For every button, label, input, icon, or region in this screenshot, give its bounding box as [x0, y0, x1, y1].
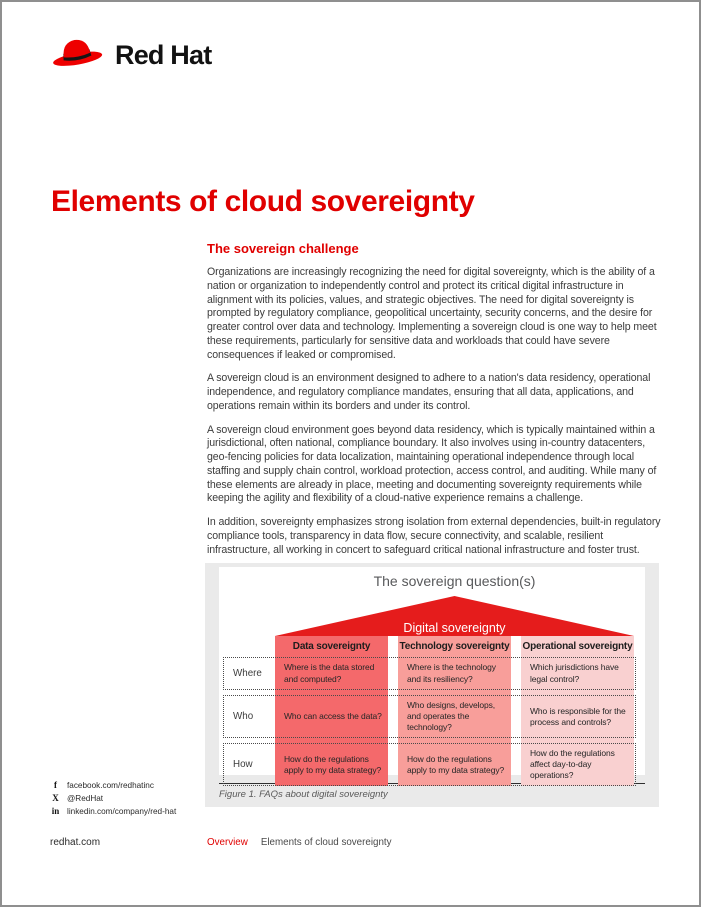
doc-type-label: Overview [207, 837, 248, 848]
x-icon: X [52, 793, 59, 803]
paragraph: Organizations are increasingly recognizing the need for digital sovereignty, which is the ability of a nation or organization to independently control and protect its critical digital infrastructure in alignment with its policies, values, and strategic objectives. The need for digital sovereignty is prompted by regulatory compliance, geopolitical uncertainty, security concerns, and the desire for greater control over data and technology. Implementing a sovereign cloud is one way to help meet these requirements, particularly for sensitive data and workloads that could have severe consequences if leaked or compromised. [207, 266, 657, 361]
table-cell: Who is responsible for the process and controls? [530, 705, 626, 727]
linkedin-icon: in [51, 806, 60, 816]
figure-panel [219, 567, 645, 781]
table-cell: Where is the data stored and computed? [284, 662, 375, 684]
table-cell: Who designs, develops, and operates the technology? [407, 700, 496, 733]
brand-name: Red Hat [115, 40, 212, 70]
redhat-fedora-icon [48, 30, 106, 81]
row-label: Who [233, 711, 254, 723]
social-facebook[interactable] [50, 780, 176, 790]
table-row-who [223, 695, 636, 738]
social-x[interactable] [50, 793, 176, 803]
table-cell: How do the regulations apply to my data strategy? [284, 753, 382, 775]
table-cell: How do the regulations apply to my data strategy? [407, 753, 505, 775]
article-body [207, 241, 667, 568]
table-cell: Where is the technology and its resiliency? [407, 662, 496, 684]
paragraph: A sovereign cloud environment goes beyond data residency, which is typically maintained within a jurisdictional, often national, compliance boundary. It also involves using in-country datacenters, geo-fencing policies for data localization, maintaining operational independence through local staffing and supply chain control, workload protection, access control, and auditing. While many of these elements are already in place, meeting and documenting sovereignty requirements while keeping the agility and flexibility of a cloud-native experience remains a challenge. [207, 423, 657, 505]
table-cell: Which jurisdictions have legal control? [530, 662, 619, 684]
social-links [50, 780, 176, 819]
table-cell: Who can access the data? [284, 711, 382, 722]
paragraph: A sovereign cloud is an environment designed to adhere to a nation's data residency, operational independence, and regulatory compliance mandates, ensuring that all data, applications, and operations remain within its borders and under its control. [207, 372, 651, 412]
column-headers [223, 636, 636, 657]
table-cell: How do the regulations affect day-to-day operations? [530, 748, 615, 781]
figure-caption: Figure 1. FAQs about digital sovereignty [219, 789, 388, 800]
social-label[interactable]: @RedHat [67, 793, 104, 803]
sovereignty-diagram [223, 596, 636, 786]
section-heading: The sovereign challenge [207, 241, 359, 256]
triangle-label: Digital sovereignty [403, 621, 506, 635]
footer-doc-meta [207, 837, 392, 848]
table-row-where [223, 657, 636, 690]
digital-sovereignty-triangle [275, 596, 634, 636]
facebook-icon: f [54, 780, 57, 790]
social-label[interactable]: facebook.com/redhatinc [67, 780, 154, 790]
figure-container [205, 563, 659, 807]
doc-title-label: Elements of cloud sovereignty [260, 837, 392, 848]
table-row-how [223, 743, 636, 786]
row-label: Where [233, 668, 262, 679]
paragraph: In addition, sovereignty emphasizes strong isolation from external dependencies, built-in regulatory compliance tools, transparency in data flow, secure connectivity, and scalable, resilient infrastructure, all working in concert to safeguard critical national infrastructure and foster trust. [207, 516, 661, 556]
column-header-data: Data sovereignty [292, 641, 371, 652]
page-title: Elements of cloud sovereignty [51, 185, 475, 219]
column-header-operational: Operational sovereignty [522, 641, 633, 652]
diagram-table [223, 636, 636, 786]
redhat-com-link[interactable]: redhat.com [50, 837, 101, 848]
figure-title: The sovereign question(s) [373, 573, 536, 589]
social-label[interactable]: linkedin.com/company/red-hat [67, 806, 177, 816]
social-linkedin[interactable] [50, 806, 176, 816]
row-label: How [233, 759, 253, 771]
redhat-logo [48, 30, 211, 81]
column-header-technology: Technology sovereignty [399, 641, 510, 652]
